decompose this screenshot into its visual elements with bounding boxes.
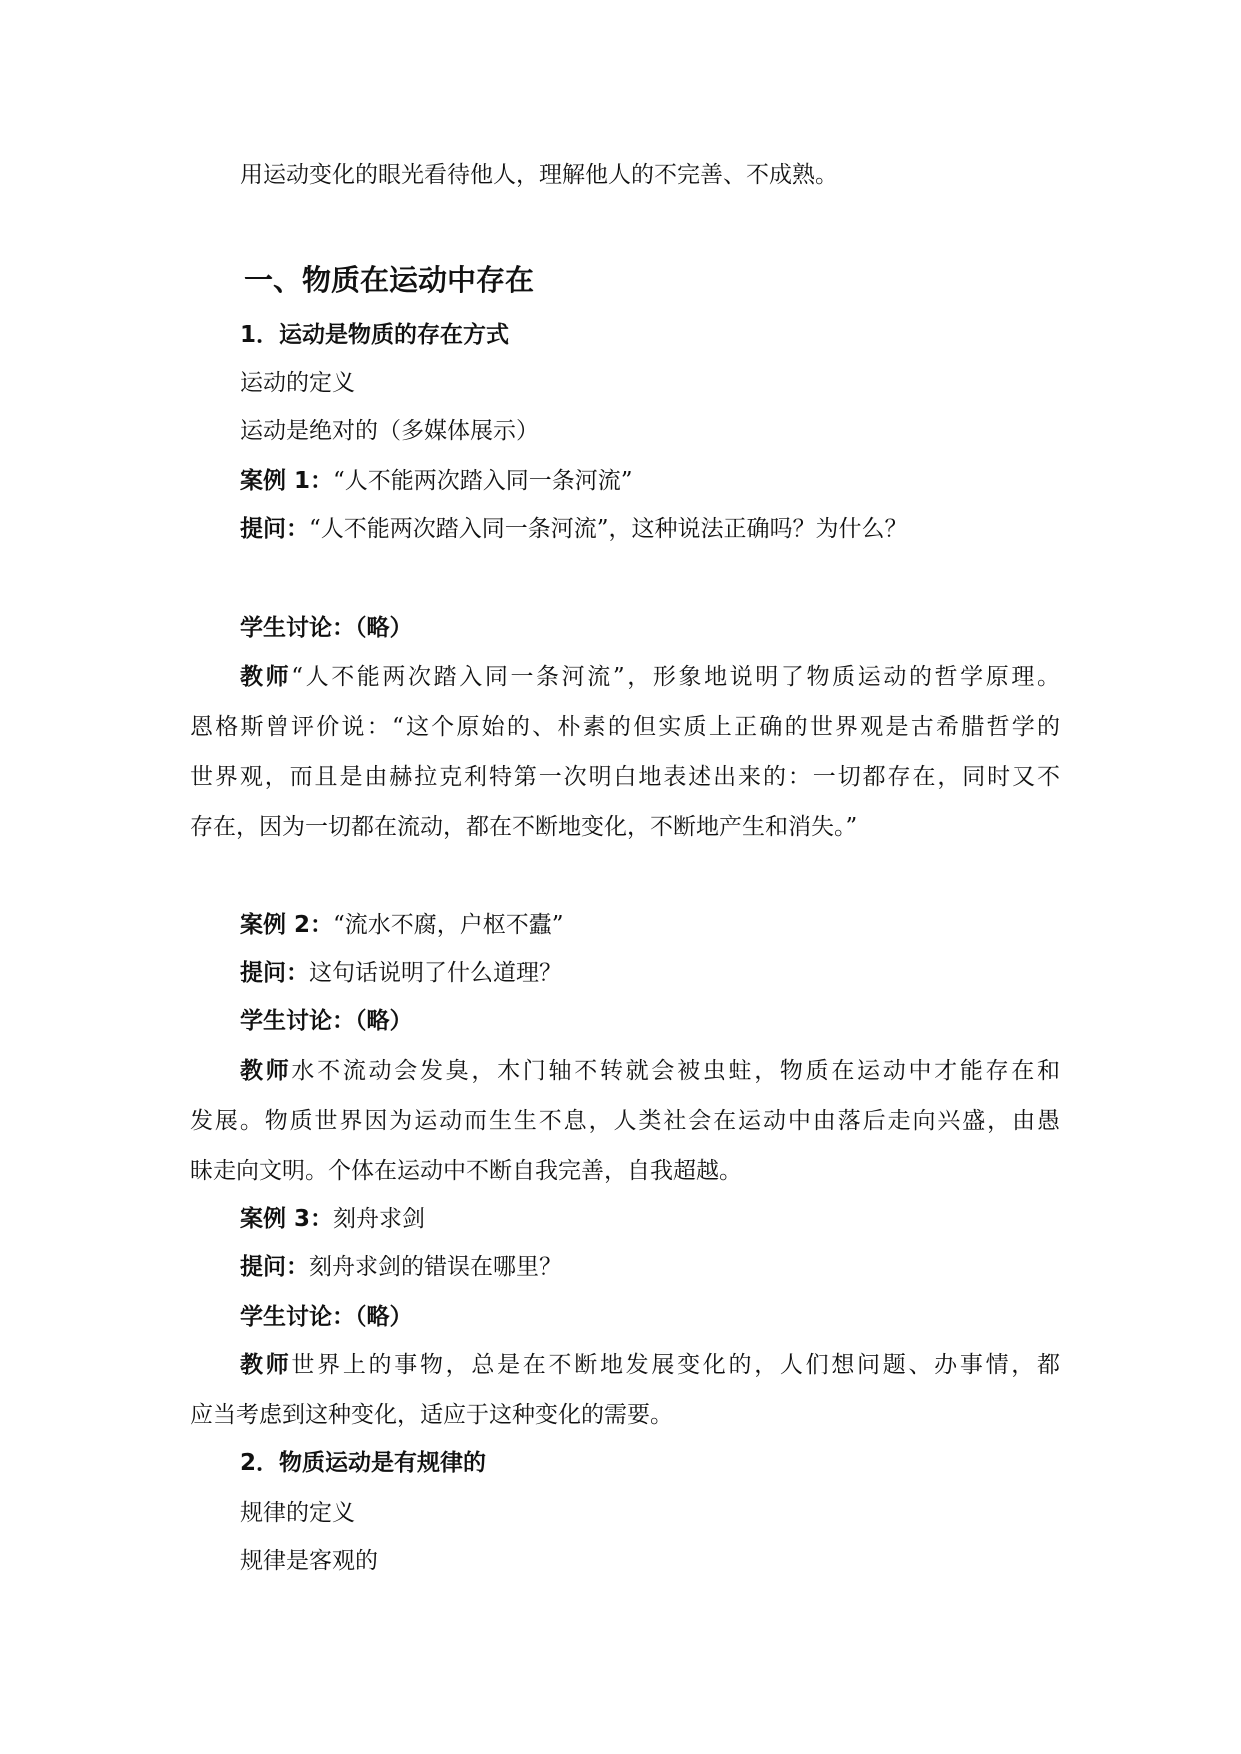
subsection-heading-1: 1．运动是物质的存在方式 — [240, 322, 510, 348]
motion-absolute: 运动是绝对的（多媒体展示） — [240, 418, 539, 444]
case-1 — [240, 466, 633, 496]
teacher-label: 教师 — [240, 1352, 292, 1378]
teacher-text: 水不流动会发臭，木门轴不转就会被虫蛀，物质在运动中才能存在和 — [291, 1058, 1061, 1084]
discussion-label: 学生讨论： — [240, 1304, 355, 1330]
discussion-text: （略） — [355, 1008, 413, 1034]
question-2 — [240, 958, 562, 988]
teacher-2-line-2: 发展。物质世界因为运动而生生不息，人类社会在运动中由落后走向兴盛，由愚 — [190, 1108, 1060, 1134]
law-definition: 规律的定义 — [240, 1500, 355, 1526]
question-label: 提问： — [240, 516, 309, 542]
teacher-text: “人不能两次踏入同一条河流”，形象地说明了物质运动的哲学原理。 — [291, 664, 1060, 690]
teacher-2-line-3: 昧走向文明。个体在运动中不断自我完善，自我超越。 — [190, 1158, 742, 1184]
question-3 — [240, 1252, 562, 1282]
teacher-3-line-2: 应当考虑到这种变化，适应于这种变化的需要。 — [190, 1402, 673, 1428]
discussion-label: 学生讨论： — [240, 615, 355, 641]
question-text: 这句话说明了什么道理？ — [309, 960, 562, 986]
case-text: “人不能两次踏入同一条河流” — [333, 468, 633, 494]
case-label: 案例 1： — [240, 468, 334, 494]
intro-line: 用运动变化的眼光看待他人，理解他人的不完善、不成熟。 — [240, 162, 838, 188]
law-objective: 规律是客观的 — [240, 1548, 378, 1574]
discussion-2 — [240, 1006, 413, 1036]
discussion-text: （略） — [355, 615, 413, 641]
teacher-1-line-2: 恩格斯曾评价说：“这个原始的、朴素的但实质上正确的世界观是古希腊哲学的 — [190, 714, 1060, 740]
teacher-label: 教师 — [240, 1058, 292, 1084]
question-label: 提问： — [240, 1254, 309, 1280]
question-1 — [240, 514, 908, 544]
question-text: 刻舟求剑的错误在哪里？ — [309, 1254, 562, 1280]
teacher-1-line-3: 世界观，而且是由赫拉克利特第一次明白地表述出来的：一切都存在，同时又不 — [190, 764, 1060, 790]
teacher-1-line-1 — [240, 662, 1060, 692]
section-heading: 一、物质在运动中存在 — [244, 263, 535, 297]
teacher-1-line-4: 存在，因为一切都在流动，都在不断地变化，不断地产生和消失。” — [190, 814, 858, 840]
discussion-text: （略） — [355, 1304, 413, 1330]
case-2 — [240, 910, 564, 940]
case-text: “流水不腐，户枢不蠹” — [333, 912, 564, 938]
subsection-heading-2: 2．物质运动是有规律的 — [240, 1450, 487, 1476]
teacher-label: 教师 — [240, 664, 292, 690]
case-text: 刻舟求剑 — [333, 1206, 426, 1232]
teacher-2-line-1 — [240, 1056, 1060, 1086]
discussion-label: 学生讨论： — [240, 1008, 355, 1034]
case-label: 案例 2： — [240, 912, 334, 938]
question-label: 提问： — [240, 960, 309, 986]
discussion-3 — [240, 1302, 413, 1332]
teacher-text: 世界上的事物，总是在不断地发展变化的，人们想问题、办事情，都 — [291, 1352, 1061, 1378]
case-label: 案例 3： — [240, 1206, 334, 1232]
question-text: “人不能两次踏入同一条河流”，这种说法正确吗？为什么？ — [309, 516, 908, 542]
teacher-3-line-1 — [240, 1350, 1060, 1380]
case-3 — [240, 1204, 425, 1234]
motion-definition: 运动的定义 — [240, 370, 355, 396]
discussion-1 — [240, 613, 413, 643]
